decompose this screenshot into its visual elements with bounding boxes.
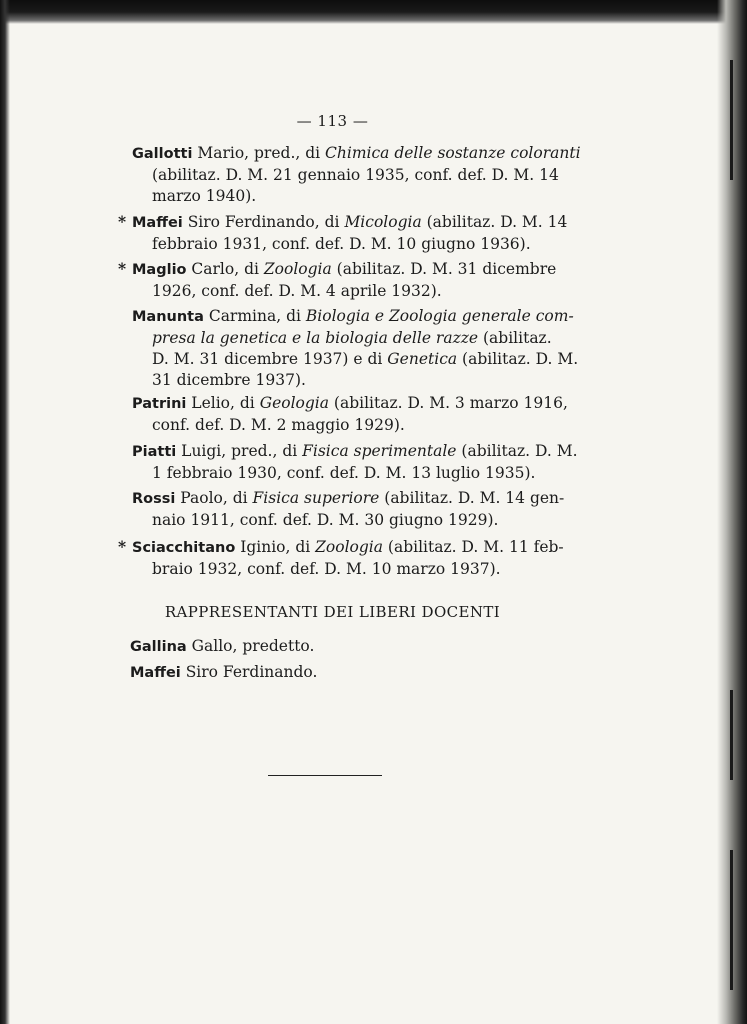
- entry-line: 1 febbraio 1930, conf. def. D. M. 13 luglio 1935).: [152, 464, 536, 482]
- faculty-entry: [118, 306, 579, 391]
- scan-left-edge: [0, 0, 10, 1024]
- entry-surname: Sciacchitano: [132, 540, 236, 556]
- entry-rest: (abilitaz. D. M. 31 dicembre: [331, 260, 557, 278]
- entry-surname: Gallotti: [132, 146, 193, 162]
- entry-subject: Fisica superiore: [252, 489, 380, 507]
- faculty-entry: [118, 143, 581, 207]
- faculty-entry: [118, 441, 578, 484]
- entry-given: Mario, pred., di: [192, 144, 326, 162]
- entry-given: Luigi, pred., di: [176, 442, 303, 460]
- entry-rest: (abilitaz. D. M. 3 marzo 1916,: [328, 394, 568, 412]
- entry-subject: Micologia: [344, 213, 422, 231]
- entry-text: D. M. 31 dicembre 1937) e di: [152, 350, 388, 368]
- entry-text: (abilitaz. D. M.: [457, 350, 579, 368]
- entry-subject: Fisica sperimentale: [302, 442, 457, 460]
- entry-subject: Biologia e Zoologia generale com-: [305, 307, 574, 325]
- faculty-entry: [118, 393, 568, 436]
- entry-given: Carmina, di: [203, 307, 306, 325]
- representative-surname: Maffei: [130, 665, 181, 681]
- entry-subject: Zoologia: [315, 538, 383, 556]
- entry-line: [118, 328, 552, 349]
- entry-subject: Geologia: [259, 394, 329, 412]
- entry-given: Iginio, di: [235, 538, 316, 556]
- faculty-entry: [118, 536, 564, 580]
- entry-given: Lelio, di: [186, 394, 260, 412]
- section-heading: RAPPRESENTANTI DEI LIBERI DOCENTI: [164, 603, 501, 621]
- entry-text: (abilitaz.: [478, 329, 552, 347]
- faculty-entry: [118, 488, 565, 531]
- scan-binding-mark: [730, 60, 733, 180]
- entry-surname: Piatti: [132, 444, 177, 460]
- entry-marker: *: [118, 537, 127, 556]
- representative-rest: Gallo, predetto.: [186, 637, 315, 655]
- entry-subject: Chimica delle sostanze coloranti: [325, 144, 581, 162]
- faculty-entry: [118, 258, 557, 302]
- representative-entry: [130, 662, 317, 684]
- entry-surname: Manunta: [132, 309, 204, 325]
- entry-subject: Zoologia: [263, 260, 332, 278]
- entry-line: (abilitaz. D. M. 21 gennaio 1935, conf. def. D. M. 14: [152, 166, 559, 184]
- entry-surname: Maglio: [132, 262, 187, 278]
- entry-marker: *: [118, 212, 127, 231]
- representative-rest: Siro Ferdinando.: [180, 663, 318, 681]
- entry-rest: (abilitaz. D. M.: [456, 442, 578, 460]
- entry-surname: Rossi: [132, 491, 176, 507]
- representative-surname: Gallina: [130, 639, 187, 655]
- entry-surname: Maffei: [132, 215, 183, 231]
- scan-top-edge: [0, 0, 747, 24]
- entry-rest: (abilitaz. D. M. 14 gen-: [379, 489, 565, 507]
- page-number: — 113 —: [296, 112, 369, 130]
- entry-line: marzo 1940).: [152, 187, 257, 205]
- entry-line: [118, 349, 579, 370]
- entry-marker: *: [118, 259, 127, 278]
- entry-line: 31 dicembre 1937).: [152, 371, 306, 389]
- scan-binding-mark: [730, 690, 733, 780]
- entry-line: febbraio 1931, conf. def. D. M. 10 giugno 1936).: [152, 235, 531, 253]
- entry-given: Paolo, di: [175, 489, 253, 507]
- horizontal-rule: [268, 775, 382, 776]
- faculty-entry: [118, 211, 568, 255]
- representative-entry: [130, 636, 314, 658]
- entry-rest: (abilitaz. D. M. 11 feb-: [383, 538, 564, 556]
- entry-given: Carlo, di: [186, 260, 264, 278]
- scan-binding-mark: [730, 850, 733, 990]
- entry-subject: Genetica: [387, 350, 458, 368]
- entry-surname: Patrini: [132, 396, 187, 412]
- entry-subject: presa la genetica e la biologia delle razze: [152, 329, 479, 347]
- entry-rest: (abilitaz. D. M. 14: [421, 213, 568, 231]
- entry-line: conf. def. D. M. 2 maggio 1929).: [152, 416, 405, 434]
- entry-line: naio 1911, conf. def. D. M. 30 giugno 1929).: [152, 511, 499, 529]
- entry-given: Siro Ferdinando, di: [182, 213, 345, 231]
- entry-line: braio 1932, conf. def. D. M. 10 marzo 1937).: [152, 560, 501, 578]
- entry-line: 1926, conf. def. D. M. 4 aprile 1932).: [152, 282, 442, 300]
